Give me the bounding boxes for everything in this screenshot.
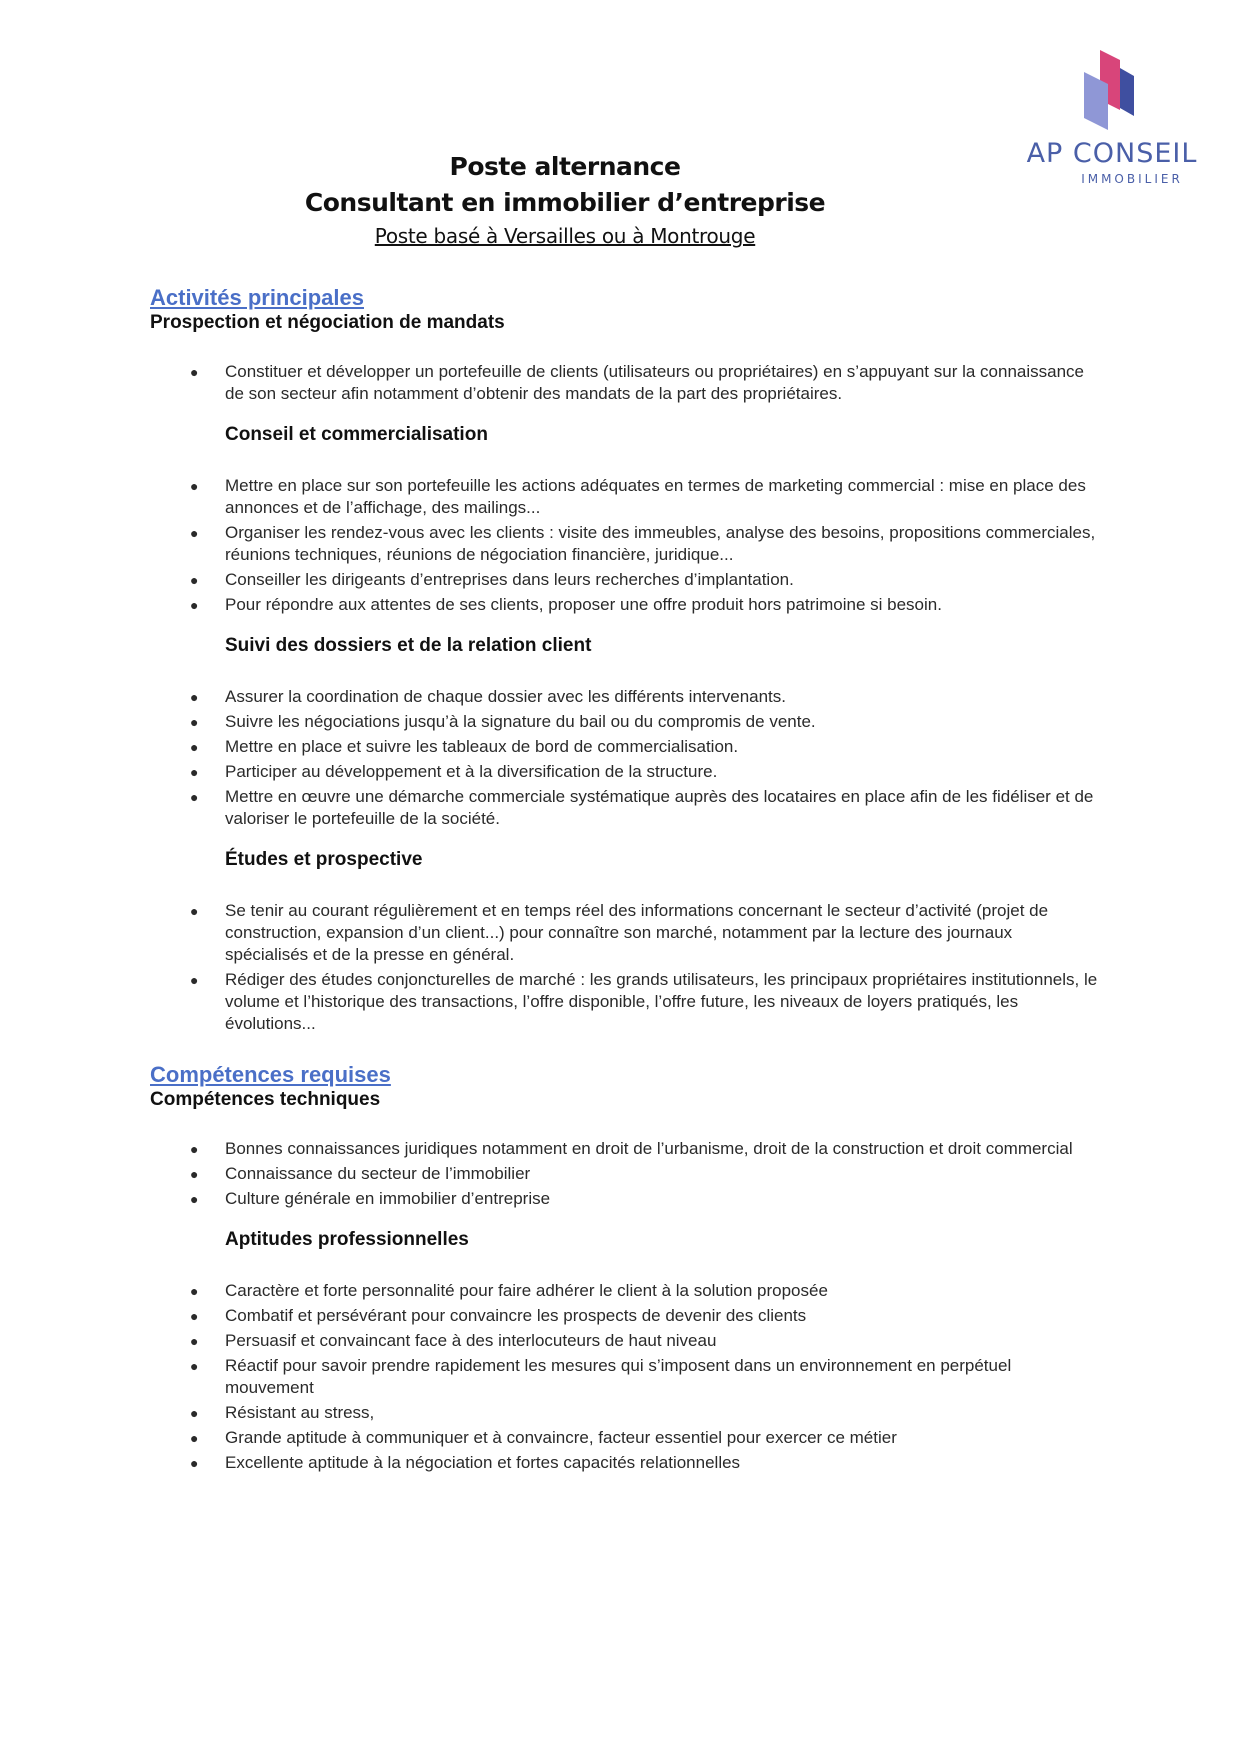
group-heading: Conseil et commercialisation	[225, 424, 488, 445]
group-heading: Études et prospective	[225, 849, 423, 870]
bullet-icon: ●	[190, 1455, 199, 1471]
list-item: ● Résistant au stress,	[190, 1403, 375, 1422]
document-subtitle: Consultant en immobilier d’entreprise	[304, 188, 826, 217]
list-item: ● Réactif pour savoir prendre rapidement les mesures qui s’imposent dans un environnement en perpétuel mouvement	[190, 1356, 1012, 1397]
bullet-list	[150, 1138, 1100, 1210]
bullet-icon: ●	[190, 789, 199, 805]
bullet-icon: ●	[190, 572, 199, 588]
job-location: Poste basé à Versailles ou à Montrouge	[374, 224, 756, 248]
list-item: ● Conseiller les dirigeants d’entreprises dans leurs recherches d’implantation.	[190, 570, 794, 589]
bullet-icon: ●	[190, 739, 199, 755]
list-item: ● Persuasif et convaincant face à des interlocuteurs de haut niveau	[190, 1331, 717, 1350]
bullet-list	[150, 1280, 1100, 1474]
list-item: ● Combatif et persévérant pour convaincre les prospects de devenir des clients	[190, 1306, 807, 1325]
section-competences	[150, 1062, 1100, 1474]
list-item: ● Culture générale en immobilier d’entreprise	[190, 1189, 551, 1208]
list-item: ● Constituer et développer un portefeuille de clients (utilisateurs ou propriétaires) en s’appuyant sur la connaissance de son secteur afin notamment d’obtenir des mandats de la part des propriétaires.	[190, 362, 1084, 403]
list-item: ● Pour répondre aux attentes de ses clients, proposer une offre produit hors patrimoine si besoin.	[190, 595, 942, 614]
document-body	[150, 285, 1100, 1477]
list-item: ● Bonnes connaissances juridiques notamment en droit de l’urbanisme, droit de la construction et droit commercial	[190, 1139, 1073, 1158]
bullet-icon: ●	[190, 689, 199, 705]
bullet-list	[150, 475, 1100, 616]
bullet-list	[150, 900, 1100, 1035]
section-title: Compétences requises	[150, 1062, 391, 1087]
bullet-icon: ●	[190, 1430, 199, 1446]
bullet-icon: ●	[190, 1283, 199, 1299]
bullet-icon: ●	[190, 525, 199, 541]
building-logo-icon	[1082, 50, 1142, 130]
list-item: ● Suivre les négociations jusqu’à la signature du bail ou du compromis de vente.	[190, 712, 816, 731]
list-item: ● Participer au développement et à la diversification de la structure.	[190, 762, 718, 781]
section-activites	[150, 285, 1100, 1035]
bullet-icon: ●	[190, 478, 199, 494]
list-item: ● Excellente aptitude à la négociation et fortes capacités relationnelles	[190, 1453, 741, 1472]
bullet-icon: ●	[190, 903, 199, 919]
logo-subtitle: IMMOBILIER	[1081, 172, 1183, 186]
list-item: ● Caractère et forte personnalité pour faire adhérer le client à la solution proposée	[190, 1281, 828, 1300]
bullet-icon: ●	[190, 1141, 199, 1157]
list-item: ● Mettre en place sur son portefeuille les actions adéquates en termes de marketing commercial : mise en place des annonces et de l’affichage, des mailings...	[190, 476, 1086, 517]
group-heading: Aptitudes professionnelles	[225, 1229, 469, 1250]
bullet-icon: ●	[190, 1308, 199, 1324]
group-heading: Suivi des dossiers et de la relation client	[225, 635, 592, 656]
bullet-icon: ●	[190, 1191, 199, 1207]
bullet-icon: ●	[190, 1358, 199, 1374]
list-item: ● Mettre en œuvre une démarche commerciale systématique auprès des locataires en place afin de les fidéliser et de valoriser le portefeuille de la société.	[190, 787, 1094, 828]
bullet-list	[150, 361, 1100, 405]
bullet-list	[150, 686, 1100, 830]
bullet-icon: ●	[190, 1166, 199, 1182]
list-item: ● Connaissance du secteur de l’immobilier	[190, 1164, 531, 1183]
bullet-icon: ●	[190, 1333, 199, 1349]
group-heading: Compétences techniques	[150, 1089, 381, 1110]
bullet-icon: ●	[190, 972, 199, 988]
list-item: ● Assurer la coordination de chaque dossier avec les différents intervenants.	[190, 687, 787, 706]
list-item: ● Se tenir au courant régulièrement et en temps réel des informations concernant le secteur d’activité (projet de construction, expansion d’un client...) pour connaître son marché, notamment par la lecture des journaux spécialisés et de la presse en général.	[190, 901, 1049, 964]
bullet-icon: ●	[190, 364, 199, 380]
bullet-icon: ●	[190, 597, 199, 613]
list-item: ● Mettre en place et suivre les tableaux de bord de commercialisation.	[190, 737, 739, 756]
list-item: ● Grande aptitude à communiquer et à convaincre, facteur essentiel pour exercer ce métier	[190, 1428, 897, 1447]
bullet-icon: ●	[190, 714, 199, 730]
list-item: ● Organiser les rendez-vous avec les clients : visite des immeubles, analyse des besoins, propositions commerciales, réunions techniques, réunions de négociation financière, juridique...	[190, 523, 1096, 564]
bullet-icon: ●	[190, 764, 199, 780]
document-title: Poste alternance	[449, 152, 681, 181]
section-title: Activités principales	[150, 285, 364, 310]
logo-name: AP CONSEIL	[1026, 138, 1198, 169]
bullet-icon: ●	[190, 1405, 199, 1421]
group-heading: Prospection et négociation de mandats	[150, 312, 505, 333]
list-item: ● Rédiger des études conjoncturelles de marché : les grands utilisateurs, les principaux propriétaires institutionnels, le volume et l’historique des transactions, l’offre disponible, l’offre future, les niveaux de loyers pratiqués, les évolutions...	[190, 970, 1098, 1033]
